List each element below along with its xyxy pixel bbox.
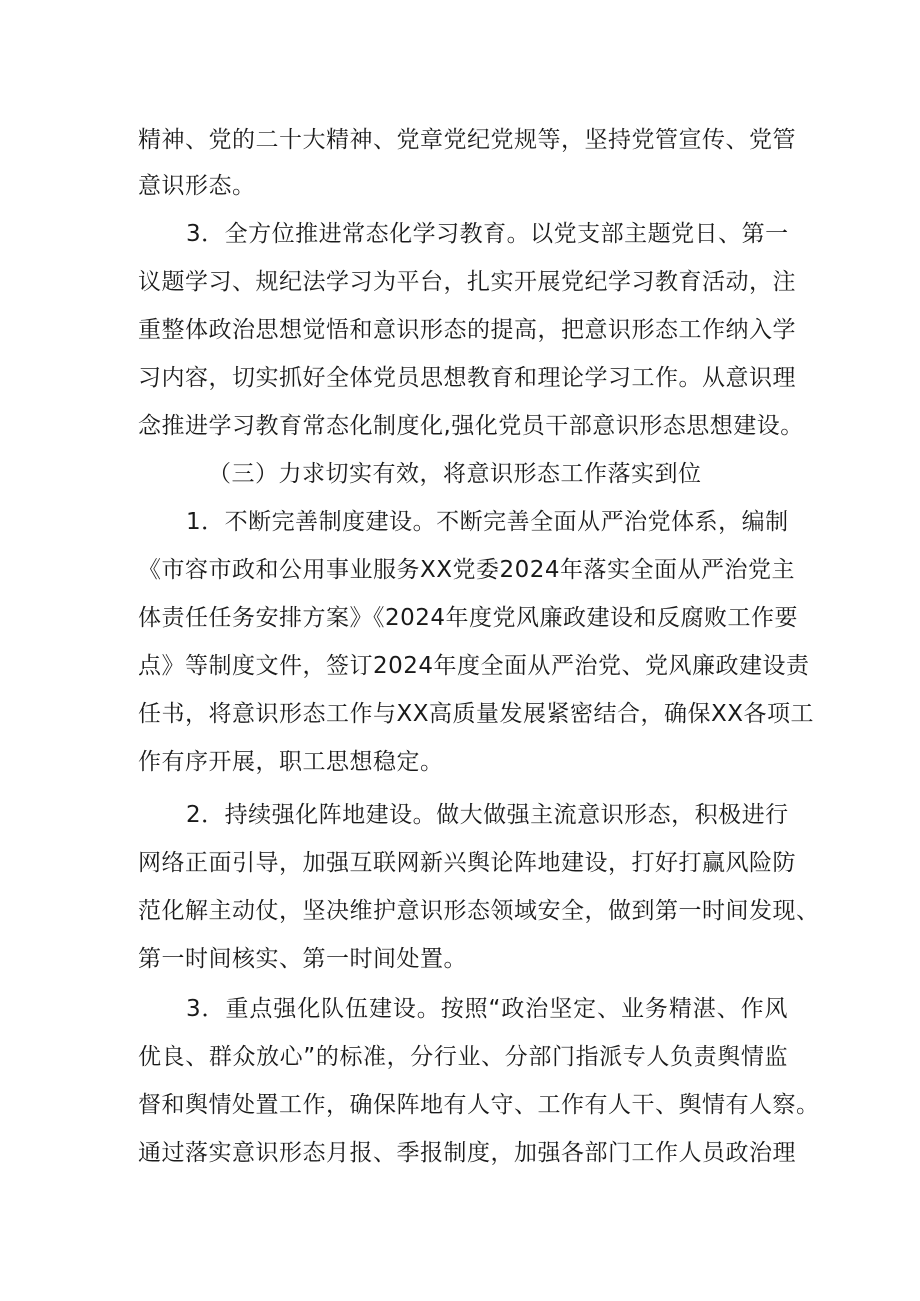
text-line: 意识形态。 (138, 173, 256, 199)
text-line: 点》等制度文件，签订2024年度全面从严治党、党风廉政建设责 (138, 653, 810, 679)
text-line: 通过落实意识形态月报、季报制度，加强各部门工作人员政治理 (138, 1140, 796, 1166)
text-line: 作有序开展，职工思想稳定。 (138, 749, 444, 775)
text-line: 精神、党的二十大精神、党章党纪党规等，坚持党管宣传、党管 (138, 127, 796, 153)
text-line: 范化解主动仗，坚决维护意识形态领域安全，做到第一时间发现、 (138, 898, 820, 924)
list-item-3-start: 3．重点强化队伍建设。按照“政治坚定、业务精湛、作风 (186, 996, 788, 1022)
text-line: 督和舆情处置工作，确保阵地有人守、工作有人干、舆情有人察。 (138, 1092, 820, 1118)
text-line: 习内容，切实抓好全体党员思想教育和理论学习工作。从意识理 (138, 365, 796, 391)
text-line: 任书，将意识形态工作与XX高质量发展紧密结合，确保XX各项工 (138, 701, 815, 727)
text-line: 网络正面引导，加强互联网新兴舆论阵地建设，打好打赢风险防 (138, 850, 796, 876)
list-item-3-start: 3．全方位推进常态化学习教育。以党支部主题党日、第一 (186, 221, 789, 247)
text-line: 议题学习、规纪法学习为平台，扎实开展党纪学习教育活动，注 (138, 269, 796, 295)
section-heading: （三）力求切实有效，将意识形态工作落实到位 (208, 461, 702, 487)
list-item-1-start: 1．不断完善制度建设。不断完善全面从严治党体系，编制 (186, 509, 789, 535)
list-item-2-start: 2．持续强化阵地建设。做大做强主流意识形态，积极进行 (186, 802, 789, 828)
text-line: 念推进学习教育常态化制度化,强化党员干部意识形态思想建设。 (138, 413, 804, 439)
text-line: 第一时间核实、第一时间处置。 (138, 946, 467, 972)
text-line: 优良、群众放心”的标准，分行业、分部门指派专人负责舆情监 (138, 1044, 788, 1070)
text-line: 重整体政治思想觉悟和意识形态的提高，把意识形态工作纳入学 (138, 317, 796, 343)
text-line: 体责任任务安排方案》《2024年度党风廉政建设和反腐败工作要 (138, 605, 799, 631)
text-line: 《市容市政和公用事业服务XX党委2024年落实全面从严治党主 (138, 557, 796, 583)
